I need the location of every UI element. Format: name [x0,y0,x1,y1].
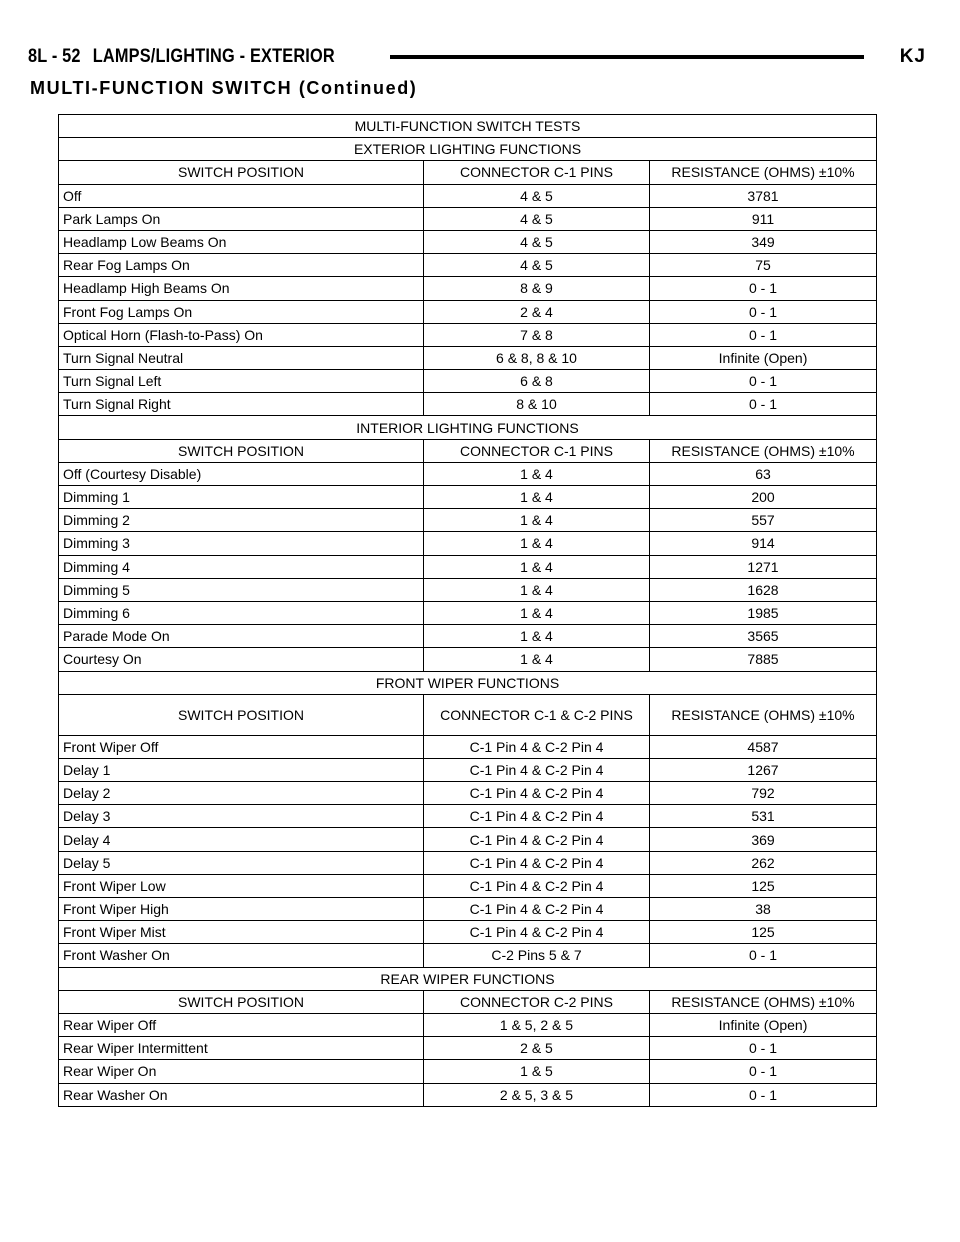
page-header [28,44,926,74]
cell-switch-position: Rear Wiper On [59,1060,424,1083]
cell-resistance: 125 [650,921,877,944]
table-row [59,828,877,851]
column-header-pins: CONNECTOR C-2 PINS [424,990,650,1013]
table-row [59,509,877,532]
column-header-position: SWITCH POSITION [59,439,424,462]
page-header-left [28,46,347,68]
column-header-pins: CONNECTOR C-1 PINS [424,439,650,462]
cell-connector-pins: 6 & 8, 8 & 10 [424,346,650,369]
cell-resistance: 63 [650,462,877,485]
table-row [59,758,877,781]
cell-resistance: 1271 [650,555,877,578]
cell-resistance: 557 [650,509,877,532]
cell-switch-position: Optical Horn (Flash-to-Pass) On [59,323,424,346]
cell-resistance: 0 - 1 [650,1083,877,1106]
cell-switch-position: Delay 2 [59,782,424,805]
table-row [59,601,877,624]
cell-resistance: 1628 [650,578,877,601]
cell-switch-position: Headlamp Low Beams On [59,230,424,253]
model-code: KJ [899,46,926,67]
table-row [59,254,877,277]
table-row [59,532,877,555]
cell-connector-pins: 2 & 4 [424,300,650,323]
cell-switch-position: Dimming 5 [59,578,424,601]
cell-switch-position: Rear Wiper Intermittent [59,1037,424,1060]
table-section-heading: MULTI-FUNCTION SWITCH TESTS [59,115,877,138]
cell-connector-pins: 4 & 5 [424,207,650,230]
column-header-resistance: RESISTANCE (OHMS) ±10% [650,694,877,735]
cell-resistance: Infinite (Open) [650,1013,877,1036]
cell-switch-position: Front Wiper Off [59,735,424,758]
cell-resistance: 0 - 1 [650,393,877,416]
table-row [59,393,877,416]
table-body [59,115,877,1107]
cell-resistance: Infinite (Open) [650,346,877,369]
table-row [59,735,877,758]
page-number: 8L - 52 [28,46,81,67]
cell-connector-pins: C-1 Pin 4 & C-2 Pin 4 [424,735,650,758]
column-header-pins: CONNECTOR C-1 & C-2 PINS [424,694,650,735]
table-section-row [59,671,877,694]
cell-resistance: 0 - 1 [650,277,877,300]
cell-resistance: 1985 [650,601,877,624]
cell-connector-pins: 1 & 4 [424,578,650,601]
table-row [59,874,877,897]
table-row [59,625,877,648]
cell-connector-pins: 1 & 5, 2 & 5 [424,1013,650,1036]
cell-switch-position: Dimming 4 [59,555,424,578]
cell-resistance: 914 [650,532,877,555]
cell-switch-position: Dimming 1 [59,486,424,509]
table-row [59,346,877,369]
cell-resistance: 200 [650,486,877,509]
cell-connector-pins: 4 & 5 [424,184,650,207]
cell-resistance: 1267 [650,758,877,781]
cell-resistance: 911 [650,207,877,230]
cell-switch-position: Front Wiper Low [59,874,424,897]
table-row [59,1013,877,1036]
cell-connector-pins: 1 & 4 [424,509,650,532]
cell-resistance: 792 [650,782,877,805]
cell-connector-pins: 1 & 4 [424,601,650,624]
cell-switch-position: Delay 3 [59,805,424,828]
cell-switch-position: Front Wiper High [59,898,424,921]
table-row [59,323,877,346]
cell-resistance: 3781 [650,184,877,207]
cell-connector-pins: C-2 Pins 5 & 7 [424,944,650,967]
table-row [59,184,877,207]
cell-switch-position: Turn Signal Right [59,393,424,416]
cell-resistance: 0 - 1 [650,1037,877,1060]
cell-switch-position: Delay 5 [59,851,424,874]
cell-connector-pins: 6 & 8 [424,370,650,393]
header-rule [390,55,864,59]
table-row [59,1083,877,1106]
cell-switch-position: Dimming 3 [59,532,424,555]
cell-connector-pins: C-1 Pin 4 & C-2 Pin 4 [424,828,650,851]
switch-test-table [58,114,877,1107]
cell-connector-pins: 8 & 9 [424,277,650,300]
cell-connector-pins: 2 & 5 [424,1037,650,1060]
cell-switch-position: Delay 1 [59,758,424,781]
table-row [59,555,877,578]
table-row [59,851,877,874]
cell-connector-pins: 8 & 10 [424,393,650,416]
table-row [59,300,877,323]
cell-resistance: 262 [650,851,877,874]
table-row [59,1037,877,1060]
table-row [59,230,877,253]
cell-connector-pins: C-1 Pin 4 & C-2 Pin 4 [424,805,650,828]
cell-connector-pins: 1 & 4 [424,648,650,671]
cell-connector-pins: 1 & 5 [424,1060,650,1083]
cell-switch-position: Park Lamps On [59,207,424,230]
cell-resistance: 38 [650,898,877,921]
table-section-heading: FRONT WIPER FUNCTIONS [59,671,877,694]
cell-resistance: 349 [650,230,877,253]
table-row [59,944,877,967]
table-row [59,921,877,944]
column-header-position: SWITCH POSITION [59,694,424,735]
cell-switch-position: Front Washer On [59,944,424,967]
cell-connector-pins: C-1 Pin 4 & C-2 Pin 4 [424,758,650,781]
cell-connector-pins: 1 & 4 [424,486,650,509]
cell-connector-pins: 4 & 5 [424,230,650,253]
cell-connector-pins: C-1 Pin 4 & C-2 Pin 4 [424,874,650,897]
table-section-row [59,967,877,990]
cell-switch-position: Off (Courtesy Disable) [59,462,424,485]
cell-resistance: 531 [650,805,877,828]
table-header-row [59,694,877,735]
table-section-row [59,416,877,439]
cell-switch-position: Turn Signal Left [59,370,424,393]
table-header-row [59,161,877,184]
table-section-heading: EXTERIOR LIGHTING FUNCTIONS [59,138,877,161]
cell-switch-position: Front Fog Lamps On [59,300,424,323]
cell-resistance: 75 [650,254,877,277]
table-header-row [59,439,877,462]
section-title: MULTI-FUNCTION SWITCH (Continued) [30,78,418,98]
cell-switch-position: Rear Fog Lamps On [59,254,424,277]
cell-switch-position: Dimming 6 [59,601,424,624]
table-row [59,898,877,921]
cell-resistance: 0 - 1 [650,944,877,967]
cell-resistance: 3565 [650,625,877,648]
table-header-row [59,990,877,1013]
cell-switch-position: Parade Mode On [59,625,424,648]
table-row [59,648,877,671]
cell-connector-pins: 2 & 5, 3 & 5 [424,1083,650,1106]
cell-switch-position: Turn Signal Neutral [59,346,424,369]
table-row [59,207,877,230]
column-header-resistance: RESISTANCE (OHMS) ±10% [650,161,877,184]
column-header-position: SWITCH POSITION [59,161,424,184]
cell-resistance: 0 - 1 [650,323,877,346]
table-row [59,370,877,393]
cell-resistance: 0 - 1 [650,300,877,323]
column-header-position: SWITCH POSITION [59,990,424,1013]
column-header-resistance: RESISTANCE (OHMS) ±10% [650,439,877,462]
cell-connector-pins: 1 & 4 [424,532,650,555]
cell-resistance: 369 [650,828,877,851]
cell-resistance: 7885 [650,648,877,671]
table-row [59,1060,877,1083]
table-row [59,277,877,300]
cell-switch-position: Delay 4 [59,828,424,851]
table-row [59,462,877,485]
cell-connector-pins: C-1 Pin 4 & C-2 Pin 4 [424,921,650,944]
cell-switch-position: Front Wiper Mist [59,921,424,944]
column-header-resistance: RESISTANCE (OHMS) ±10% [650,990,877,1013]
section-name: LAMPS/LIGHTING - EXTERIOR [92,46,335,67]
table-row [59,805,877,828]
cell-connector-pins: 1 & 4 [424,555,650,578]
cell-resistance: 125 [650,874,877,897]
table-section-heading: INTERIOR LIGHTING FUNCTIONS [59,416,877,439]
cell-connector-pins: C-1 Pin 4 & C-2 Pin 4 [424,782,650,805]
cell-resistance: 4587 [650,735,877,758]
table-row [59,578,877,601]
table-row [59,486,877,509]
cell-switch-position: Off [59,184,424,207]
table-section-row [59,138,877,161]
cell-connector-pins: 1 & 4 [424,625,650,648]
column-header-pins: CONNECTOR C-1 PINS [424,161,650,184]
cell-connector-pins: 7 & 8 [424,323,650,346]
cell-connector-pins: C-1 Pin 4 & C-2 Pin 4 [424,898,650,921]
cell-resistance: 0 - 1 [650,370,877,393]
cell-resistance: 0 - 1 [650,1060,877,1083]
table-row [59,782,877,805]
table-section-row [59,115,877,138]
cell-switch-position: Rear Washer On [59,1083,424,1106]
cell-switch-position: Courtesy On [59,648,424,671]
cell-connector-pins: 4 & 5 [424,254,650,277]
cell-switch-position: Headlamp High Beams On [59,277,424,300]
cell-switch-position: Dimming 2 [59,509,424,532]
table-section-heading: REAR WIPER FUNCTIONS [59,967,877,990]
cell-switch-position: Rear Wiper Off [59,1013,424,1036]
cell-connector-pins: 1 & 4 [424,462,650,485]
cell-connector-pins: C-1 Pin 4 & C-2 Pin 4 [424,851,650,874]
